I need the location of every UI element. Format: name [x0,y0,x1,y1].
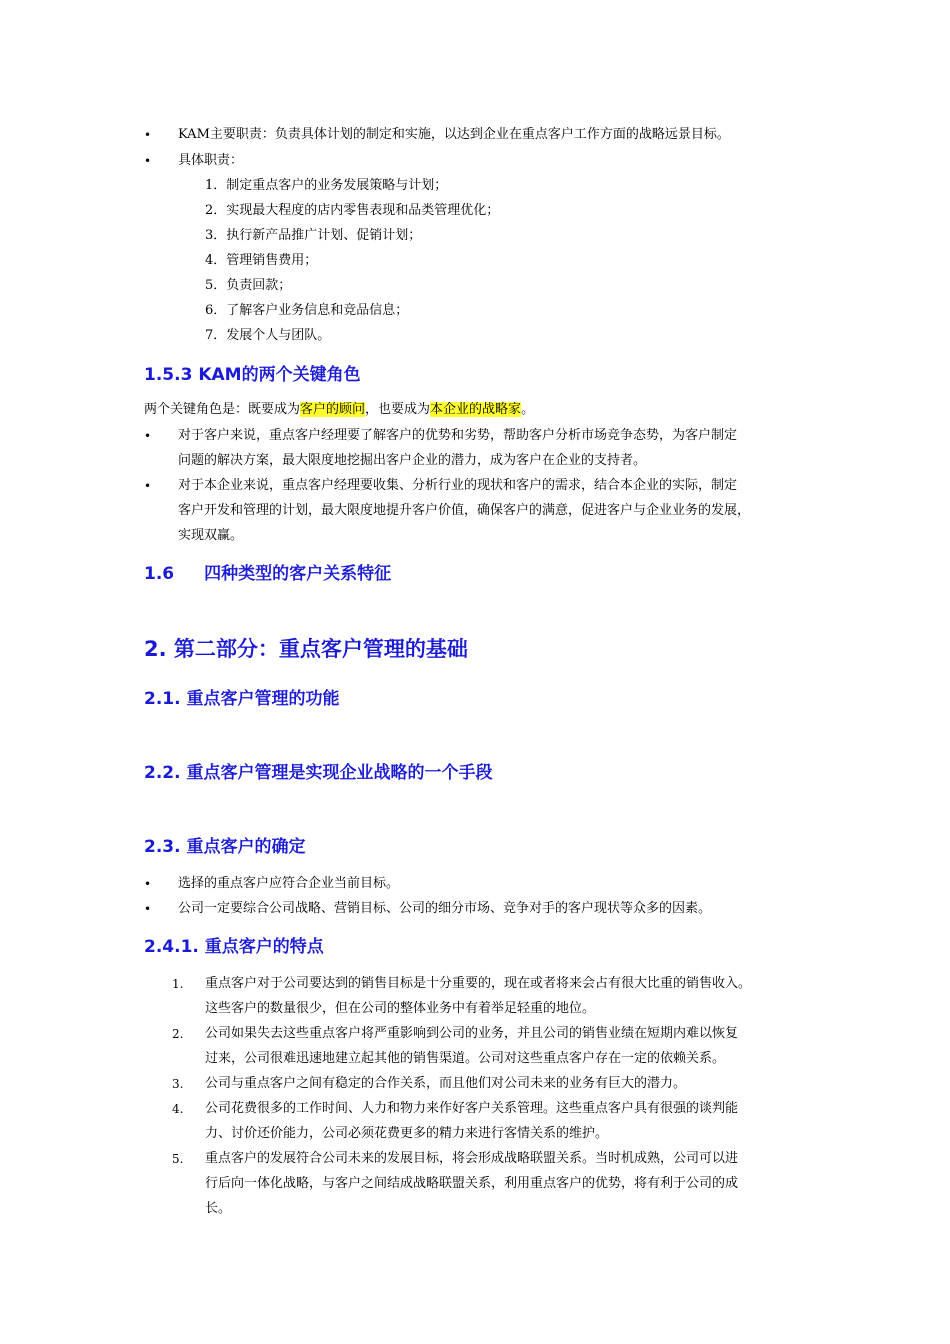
duty-item: 5．负责回款； [205,278,292,293]
section-heading-1-5-3: 1.5.3 KAM的两个关键角色 [144,365,361,385]
list-number: 4. [172,1102,184,1116]
duty-item: 7．发展个人与团队。 [205,328,331,343]
company-role-text: 实现双赢。 [178,528,244,543]
selection-criteria-text: 选择的重点客户应符合企业当前目标。 [178,876,400,891]
specific-duties-label: 具体职责： [178,153,244,168]
list-number: 3. [172,1077,184,1091]
bullet-icon: • [144,154,152,168]
duty-item: 1．制定重点客户的业务发展策略与计划； [205,178,448,193]
duty-item: 3．执行新产品推广计划、促销计划； [205,228,422,243]
bullet-icon: • [144,128,152,142]
section-heading-1-6: 1.6 四种类型的客户关系特征 [144,564,392,584]
section-heading-2-4-1: 2.4.1. 重点客户的特点 [144,937,324,957]
section-heading-2-3: 2.3. 重点客户的确定 [144,837,306,857]
duty-item: 4．管理销售费用； [205,253,318,268]
characteristic-text: 力、讨价还价能力，公司必须花费更多的精力来进行客情关系的维护。 [205,1126,609,1141]
company-role-text: 客户开发和管理的计划，最大限度地提升客户价值，确保客户的满意，促进客户与企业业务的发展， [178,503,751,518]
bullet-icon: • [144,429,152,443]
kam-duty-text: KAM主要职责：负责具体计划的制定和实施，以达到企业在重点客户工作方面的战略远景目标。 [178,127,730,142]
list-number: 5. [172,1152,184,1166]
duty-item: 2．实现最大程度的店内零售表现和品类管理优化； [205,203,500,218]
selection-criteria-text: 公司一定要综合公司战略、营销目标、公司的细分市场、竞争对手的客户现状等众多的因素。 [178,901,712,916]
client-role-text: 对于客户来说，重点客户经理要了解客户的优势和劣势，帮助客户分析市场竞争态势，为客户制定 [178,428,738,443]
list-number: 1. [172,977,184,991]
highlight-role-strategist: 本企业的战略家 [430,402,522,417]
characteristic-text: 过来，公司很难迅速地建立起其他的销售渠道。公司对这些重点客户存在一定的依赖关系。 [205,1051,726,1066]
characteristic-text: 重点客户的发展符合公司未来的发展目标，将会形成战略联盟关系。当时机成熟，公司可以进 [205,1151,739,1166]
characteristic-text: 公司与重点客户之间有稳定的合作关系，而且他们对公司未来的业务有巨大的潜力。 [205,1076,687,1091]
characteristic-text: 这些客户的数量很少，但在公司的整体业务中有着举足轻重的地位。 [205,1001,596,1016]
characteristic-text: 公司花费很多的工作时间、人力和物力来作好客户关系管理。这些重点客户具有很强的谈判能 [205,1101,739,1116]
part-heading-2: 2. 第二部分：重点客户管理的基础 [144,637,468,661]
highlight-role-advisor: 客户的顾问 [300,402,366,417]
key-roles-sentence: 两个关键角色是：既要成为客户的顾问，也要成为本企业的战略家。 [144,402,535,417]
section-heading-2-2: 2.2. 重点客户管理是实现企业战略的一个手段 [144,763,493,783]
list-number: 2. [172,1027,184,1041]
characteristic-text: 重点客户对于公司要达到的销售目标是十分重要的，现在或者将来会占有很大比重的销售收入。 [205,976,752,991]
bullet-icon: • [144,479,152,493]
characteristic-text: 行后向一体化战略，与客户之间结成战略联盟关系，利用重点客户的优势，将有利于公司的成 [205,1176,739,1191]
section-heading-2-1: 2.1. 重点客户管理的功能 [144,689,340,709]
client-role-text: 问题的解决方案，最大限度地挖掘出客户企业的潜力，成为客户在企业的支持者。 [178,453,647,468]
characteristic-text: 公司如果失去这些重点客户将严重影响到公司的业务，并且公司的销售业绩在短期内难以恢复 [205,1026,739,1041]
company-role-text: 对于本企业来说，重点客户经理要收集、分析行业的现状和客户的需求，结合本企业的实际，制定 [178,478,738,493]
bullet-icon: • [144,877,152,891]
characteristic-text: 长。 [205,1201,232,1216]
bullet-icon: • [144,902,152,916]
duty-item: 6．了解客户业务信息和竞品信息； [205,303,409,318]
